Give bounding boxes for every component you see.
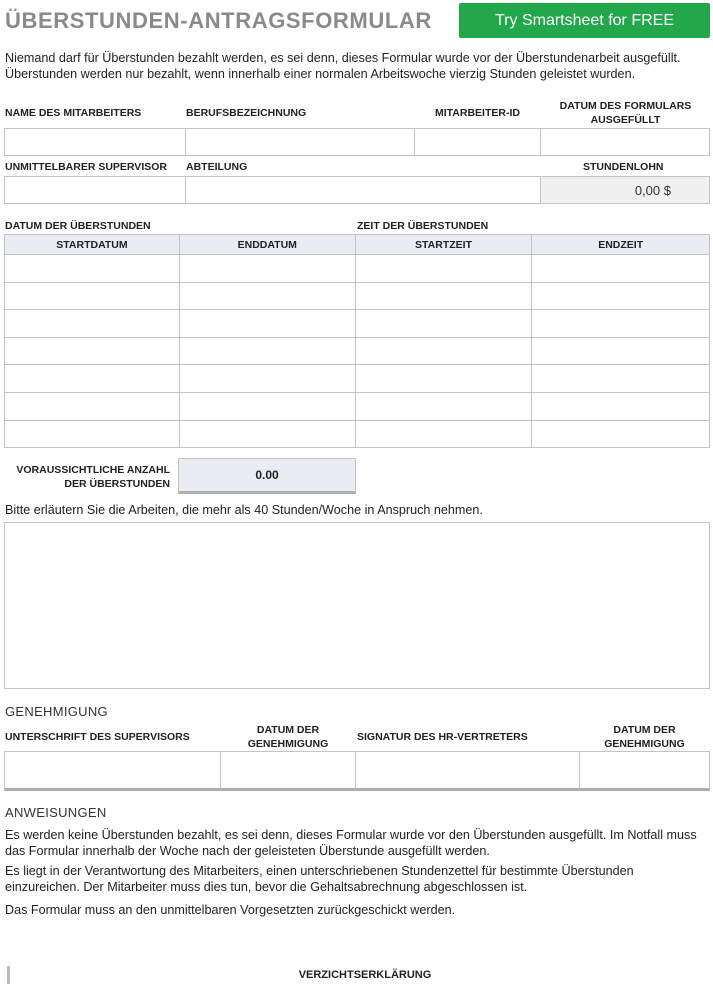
hourly-wage-label: STUNDENLOHN — [583, 161, 664, 173]
approval-date-field-2[interactable] — [579, 751, 710, 791]
total-overtime-label: VORAUSSICHTLICHE ANZAHL DER ÜBERSTUNDEN — [16, 464, 170, 490]
table-row — [5, 392, 710, 420]
start-date-cell[interactable] — [5, 365, 180, 393]
department-label: ABTEILUNG — [186, 161, 248, 173]
end-date-cell[interactable] — [179, 337, 355, 365]
supervisor-label: UNMITTELBARER SUPERVISOR — [5, 161, 167, 173]
instructions-paragraph-1: Es werden keine Überstunden bezahlt, es sei denn, dieses Formular wurde vor den Überstunden ausgefüllt. Im Notfall muss das Formular innerhalb der Woche nach der geleisteten Überstunde ausgefüllt werden. — [5, 828, 697, 858]
end-date-cell[interactable] — [179, 310, 355, 338]
start-time-cell[interactable] — [355, 255, 532, 283]
overtime-time-heading: ZEIT DER ÜBERSTUNDEN — [357, 220, 489, 232]
table-row — [5, 365, 710, 393]
end-time-cell[interactable] — [532, 255, 710, 283]
start-date-cell[interactable] — [5, 255, 180, 283]
end-date-cell[interactable] — [179, 392, 355, 420]
hourly-wage-field[interactable]: 0,00 $ — [540, 176, 710, 204]
table-row — [5, 310, 710, 338]
try-smartsheet-button[interactable]: Try Smartsheet for FREE — [459, 3, 710, 38]
instructions-heading: ANWEISUNGEN — [5, 805, 107, 820]
total-overtime-value: 0.00 — [178, 458, 356, 494]
page-title: ÜBERSTUNDEN-ANTRAGSFORMULAR — [5, 8, 432, 33]
end-time-cell[interactable] — [532, 420, 710, 448]
start-date-cell[interactable] — [5, 282, 180, 310]
end-date-cell[interactable] — [179, 282, 355, 310]
table-row — [5, 282, 710, 310]
employee-name-label: NAME DES MITARBEITERS — [5, 107, 142, 119]
start-time-cell[interactable] — [355, 392, 532, 420]
table-row — [5, 337, 710, 365]
explain-prompt: Bitte erläutern Sie die Arbeiten, die mehr als 40 Stunden/Woche in Anspruch nehmen. — [5, 503, 483, 517]
supervisor-signature-label: UNTERSCHRIFT DES SUPERVISORS — [5, 731, 190, 743]
end-date-cell[interactable] — [179, 420, 355, 448]
employee-id-label: MITARBEITER-ID — [435, 107, 520, 119]
start-time-cell[interactable] — [355, 420, 532, 448]
end-time-cell[interactable] — [532, 392, 710, 420]
column-header-start-date: STARTDATUM — [5, 235, 180, 255]
start-date-cell[interactable] — [5, 337, 180, 365]
overtime-table-header — [5, 235, 710, 255]
overtime-date-heading: DATUM DER ÜBERSTUNDEN — [5, 220, 151, 232]
job-title-label: BERUFSBEZEICHNUNG — [186, 107, 307, 119]
date-filled-field[interactable] — [540, 128, 710, 156]
instructions-paragraph-3: Das Formular muss an den unmittelbaren Vorgesetzten zurückgeschickt werden. — [5, 903, 456, 917]
job-title-field[interactable] — [185, 128, 415, 156]
hr-signature-field[interactable] — [355, 751, 580, 791]
employee-id-field[interactable] — [414, 128, 541, 156]
end-time-cell[interactable] — [532, 282, 710, 310]
explanation-textarea[interactable] — [4, 522, 710, 689]
table-row — [5, 420, 710, 448]
start-time-cell[interactable] — [355, 310, 532, 338]
start-time-cell[interactable] — [355, 337, 532, 365]
end-time-cell[interactable] — [532, 365, 710, 393]
start-date-cell[interactable] — [5, 420, 180, 448]
intro-text: Niemand darf für Überstunden bezahlt werden, es sei denn, dieses Formular wurde vor der Überstundenarbeit ausgefüllt. Überstunden werden nur bezahlt, wenn innerhalb einer normalen Arbeitswoche vierzig Stunden geleistet wurden. — [5, 51, 681, 81]
hr-signature-label: SIGNATUR DES HR-VERTRETERS — [357, 731, 528, 743]
overtime-table — [4, 234, 710, 448]
date-filled-label: DATUM DES FORMULARS AUSGEFÜLLT — [559, 100, 692, 126]
start-time-cell[interactable] — [355, 365, 532, 393]
supervisor-field[interactable] — [4, 176, 186, 204]
table-row — [5, 255, 710, 283]
start-time-cell[interactable] — [355, 282, 532, 310]
column-header-end-date: ENDDATUM — [179, 235, 355, 255]
end-time-cell[interactable] — [532, 310, 710, 338]
end-date-cell[interactable] — [179, 255, 355, 283]
supervisor-signature-field[interactable] — [4, 751, 221, 791]
instructions-paragraph-2: Es liegt in der Verantwortung des Mitarbeiters, einen unterschriebenen Stundenzettel für bestimmte Überstunden einzureichen. Der Mitarbeiter muss dies tun, bevor die Gehaltsabrechnung abgeschlossen ist. — [5, 864, 634, 894]
employee-name-field[interactable] — [4, 128, 186, 156]
disclaimer-heading: VERZICHTSERKLÄRUNG — [298, 969, 432, 981]
approval-date-field[interactable] — [220, 751, 356, 791]
end-time-cell[interactable] — [532, 337, 710, 365]
approval-date-label: DATUM DER GENEHMIGUNG — [247, 724, 329, 750]
department-field[interactable] — [185, 176, 541, 204]
column-header-start-time: STARTZEIT — [355, 235, 532, 255]
approval-heading: GENEHMIGUNG — [5, 704, 108, 719]
start-date-cell[interactable] — [5, 310, 180, 338]
column-header-end-time: ENDZEIT — [532, 235, 710, 255]
end-date-cell[interactable] — [179, 365, 355, 393]
approval-date-label-2: DATUM DER GENEHMIGUNG — [604, 724, 685, 750]
start-date-cell[interactable] — [5, 392, 180, 420]
